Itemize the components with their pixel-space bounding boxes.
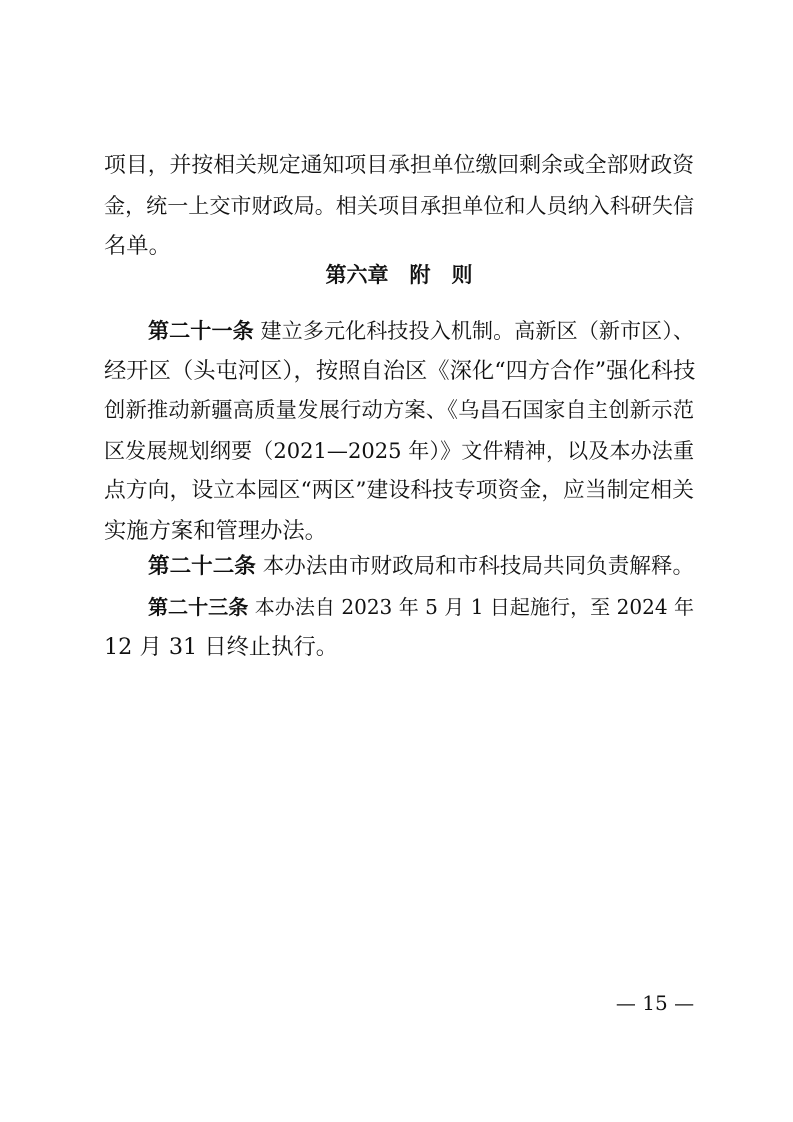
page-number: — 15 — bbox=[615, 991, 695, 1015]
intro-line-2: 金，统一上交市财政局。相关项目承担单位和人员纳入科研失信 bbox=[104, 193, 694, 218]
article-21-line-3: 创新推动新疆高质量发展行动方案、《乌昌石国家自主创新示范 bbox=[104, 398, 694, 423]
chapter-heading: 第六章 附 则 bbox=[325, 263, 473, 287]
article-21-line-1: 建立多元化科技投入机制。高新区（新市区）、 bbox=[260, 318, 694, 343]
article-21-line-6: 实施方案和管理办法。 bbox=[104, 518, 327, 544]
article-22 bbox=[148, 547, 694, 587]
article-21-label: 第二十一条 bbox=[148, 318, 254, 343]
article-22-label: 第二十二条 bbox=[148, 554, 256, 579]
article-23-line-2: 12 月 31 日终止执行。 bbox=[104, 634, 339, 660]
article-23-label: 第二十三条 bbox=[148, 595, 249, 619]
article-22-text: 本办法由市财政局和市科技局共同负责解释。 bbox=[262, 554, 694, 579]
article-21-line-5: 点方向，设立本园区“两区”建设科技专项资金，应当制定相关 bbox=[104, 478, 694, 503]
intro-line-1: 项目，并按相关规定通知项目承担单位缴回剩余或全部财政资 bbox=[104, 153, 694, 178]
article-23-first-line bbox=[148, 587, 694, 627]
intro-line-3: 名单。 bbox=[104, 233, 171, 259]
article-21-line-4: 区发展规划纲要（2021—2025 年）》文件精神，以及本办法重 bbox=[104, 438, 694, 463]
article-21-first-line bbox=[148, 311, 694, 351]
article-21-line-2: 经开区（头屯河区），按照自治区《深化“四方合作”强化科技 bbox=[104, 358, 696, 384]
article-23-line-1: 本办法自 2023 年 5 月 1 日起施行，至 2024 年 bbox=[254, 595, 695, 619]
